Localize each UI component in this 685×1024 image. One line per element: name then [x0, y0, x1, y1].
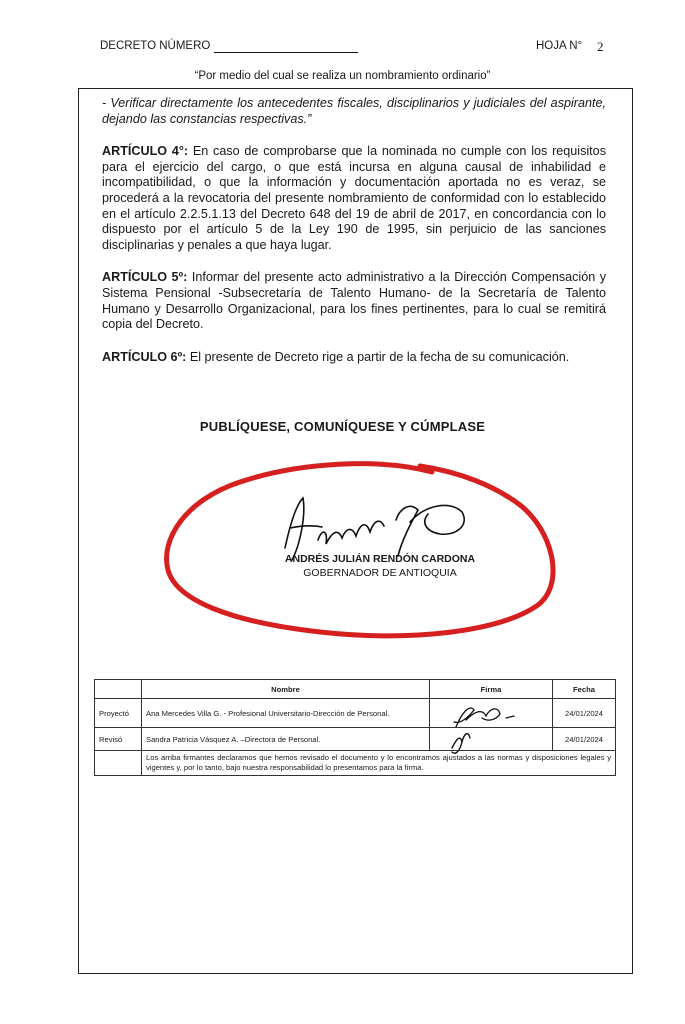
table-row: [95, 699, 616, 728]
row-date: 24/01/2024: [553, 699, 616, 728]
header-firma: Firma: [430, 680, 553, 699]
signer-block: [250, 552, 510, 580]
row-date: 24/01/2024: [553, 728, 616, 751]
header-nombre: Nombre: [142, 680, 430, 699]
row-firma: [430, 699, 553, 728]
review-table-header: [95, 680, 616, 699]
header-role-empty: [95, 680, 142, 699]
declaration-text: Los arriba firmantes declaramos que hemos revisado el documento y lo encontramos ajustados a las normas y disposiciones legales y vigentes y, por lo tanto, bajo nuestra responsabilidad lo presentamos para la firma.: [142, 751, 616, 776]
table-row: [95, 728, 616, 751]
article-6-text: El presente de Decreto rige a partir de la fecha de su comunicación.: [189, 349, 570, 364]
header-fecha: Fecha: [553, 680, 616, 699]
document-header: [100, 40, 610, 58]
hoja-label: HOJA N°: [536, 40, 583, 52]
declaration-spacer: [95, 751, 142, 776]
signer-title: GOBERNADOR DE ANTIOQUIA: [303, 567, 457, 579]
article-6-label: ARTÍCULO 6º:: [102, 349, 187, 364]
row-role: Proyectó: [95, 699, 142, 728]
row-name: Sandra Patricia Vásquez A. –Directora de Personal.: [142, 728, 430, 751]
decreto-numero-label: DECRETO NÚMERO: [100, 40, 211, 52]
article-5-text: Informar del presente acto administrativo a la Dirección Compensación y Sistema Pensional -Subsecretaría de Talento Humano- de la Secretaría de Talento Humano y Desarrollo Organizacional, para los fines pertinentes, para lo cual se remitirá copia del Decreto.: [102, 270, 607, 332]
article-5-label: ARTÍCULO 5º:: [102, 270, 188, 285]
decreto-number-blank-line: [214, 52, 358, 53]
row-firma: [430, 728, 553, 751]
review-table: [94, 679, 616, 776]
document-subtitle: “Por medio del cual se realiza un nombramiento ordinario”: [194, 70, 491, 82]
hoja-number: 2: [597, 39, 604, 54]
closing-formula: PUBLÍQUESE, COMUNÍQUESE Y CÚMPLASE: [199, 419, 486, 434]
article-5: [102, 270, 606, 332]
row-name: Ana Mercedes Villa G. - Profesional Universitario-Dirección de Personal.: [142, 699, 430, 728]
article-4: [102, 144, 606, 253]
row-role: Revisó: [95, 728, 142, 751]
declaration-row: [95, 751, 616, 776]
article-4-label: ARTÍCULO 4°:: [102, 144, 189, 159]
document-body: [102, 96, 606, 382]
article-4-text: En caso de comprobarse que la nominada no cumple con los requisitos para el ejercicio del cargo, o que está incursa en alguna causal de inhabilidad e incompatibilidad, o que la información y documentación aportada no es veraz, se procederá a la revocatoria del presente nombramiento de conformidad con lo establecido en el artículo 2.2.5.1.13 del Decreto 648 del 19 de abril de 2017, en concordancia con lo dispuesto por el artículo 5 de la Ley 190 de 1995, sin perjuicio de las sanciones disciplinarias y penales a que haya lugar.: [102, 144, 606, 252]
signer-name: ANDRÉS JULIÁN RENDÓN CARDONA: [284, 553, 476, 565]
intro-item: - Verificar directamente los antecedentes fiscales, disciplinarios y judiciales del aspirante, dejando las constancias respectivas.”: [102, 96, 606, 126]
article-6: [102, 350, 606, 366]
